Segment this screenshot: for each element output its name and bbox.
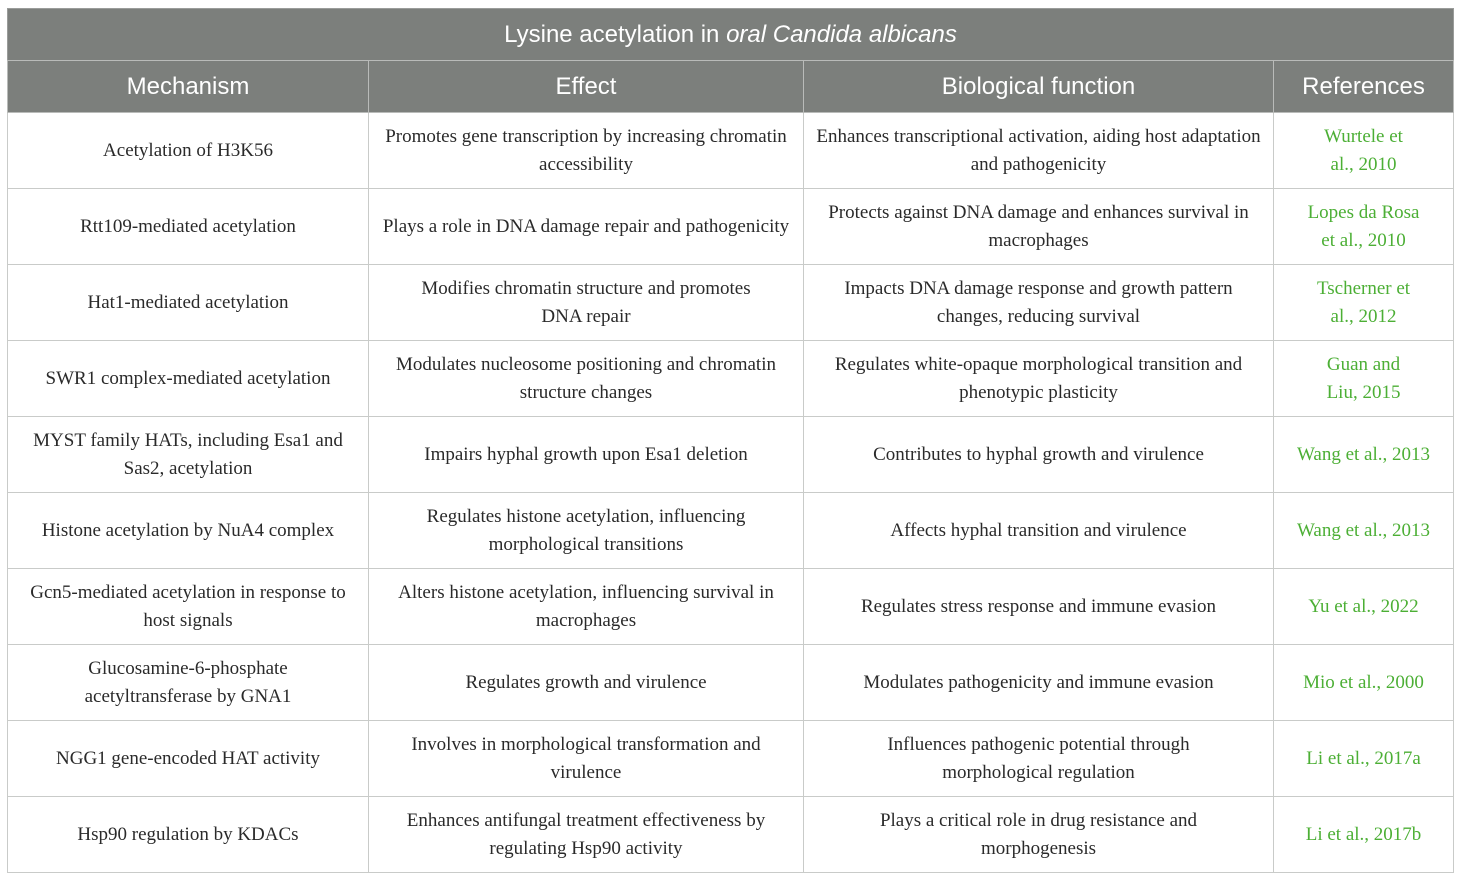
table-row — [8, 569, 1454, 645]
reference-cell — [1274, 797, 1454, 873]
reference-link[interactable]: Wurtele et al., 2010 — [1324, 125, 1403, 175]
effect-cell — [369, 189, 804, 265]
mechanism-cell — [8, 645, 369, 721]
function-text: Impacts DNA damage response and growth pattern changes, reducing survival — [844, 277, 1233, 327]
mechanism-cell — [8, 797, 369, 873]
mechanism-cell — [8, 341, 369, 417]
table-row — [8, 645, 1454, 721]
header-mechanism: Mechanism — [8, 61, 369, 113]
function-cell — [804, 189, 1274, 265]
mechanism-text: Hat1-mediated acetylation — [87, 291, 289, 313]
table-title — [8, 9, 1454, 61]
mechanism-cell — [8, 493, 369, 569]
effect-text: Regulates growth and virulence — [465, 671, 707, 693]
function-cell — [804, 569, 1274, 645]
function-text: Protects against DNA damage and enhances survival in macrophages — [828, 201, 1249, 251]
effect-text: Involves in morphological transformation and virulence — [411, 733, 761, 783]
reference-cell — [1274, 493, 1454, 569]
reference-link[interactable]: Li et al., 2017a — [1306, 747, 1421, 769]
reference-link[interactable]: Wang et al., 2013 — [1297, 519, 1431, 541]
function-text: Regulates stress response and immune evasion — [860, 595, 1217, 617]
effect-cell — [369, 265, 804, 341]
mechanism-cell — [8, 721, 369, 797]
header-biological-function: Biological function — [804, 61, 1274, 113]
effect-cell — [369, 417, 804, 493]
function-cell — [804, 721, 1274, 797]
mechanism-text: Glucosamine-6-phosphate acetyltransferase by GNA1 — [84, 657, 292, 707]
table-row — [8, 189, 1454, 265]
table-title-italic: oral Candida albicans — [726, 20, 957, 48]
mechanism-text: Gcn5-mediated acetylation in response to host signals — [30, 581, 346, 631]
mechanism-text: Acetylation of H3K56 — [103, 139, 273, 161]
mechanism-cell — [8, 189, 369, 265]
table-row — [8, 493, 1454, 569]
function-text: Influences pathogenic potential through morphological regulation — [887, 733, 1190, 783]
mechanism-text: Hsp90 regulation by KDACs — [77, 823, 299, 845]
effect-cell — [369, 569, 804, 645]
effect-text: Promotes gene transcription by increasing chromatin accessibility — [385, 125, 787, 175]
function-text: Affects hyphal transition and virulence — [890, 519, 1187, 541]
function-text: Modulates pathogenicity and immune evasion — [863, 671, 1214, 693]
reference-link[interactable]: Mio et al., 2000 — [1303, 671, 1424, 693]
mechanism-text: MYST family HATs, including Esa1 and Sas2, acetylation — [33, 429, 343, 479]
mechanism-text: NGG1 gene-encoded HAT activity — [56, 747, 320, 769]
effect-cell — [369, 113, 804, 189]
effect-cell — [369, 721, 804, 797]
reference-cell — [1274, 645, 1454, 721]
reference-cell — [1274, 113, 1454, 189]
header-references: References — [1274, 61, 1454, 113]
effect-text: Enhances antifungal treatment effectiveness by regulating Hsp90 activity — [406, 809, 766, 859]
mechanism-text: Rtt109-mediated acetylation — [80, 215, 296, 237]
mechanism-cell — [8, 569, 369, 645]
function-text: Contributes to hyphal growth and virulence — [873, 443, 1204, 465]
effect-text: Alters histone acetylation, influencing survival in macrophages — [398, 581, 774, 631]
effect-cell — [369, 493, 804, 569]
effect-cell — [369, 341, 804, 417]
reference-cell — [1274, 417, 1454, 493]
acetylation-table-container — [7, 8, 1453, 871]
mechanism-cell — [8, 417, 369, 493]
mechanism-text: SWR1 complex-mediated acetylation — [45, 367, 331, 389]
reference-cell — [1274, 265, 1454, 341]
effect-text: Regulates histone acetylation, influencing morphological transitions — [426, 505, 746, 555]
function-cell — [804, 797, 1274, 873]
table-row — [8, 265, 1454, 341]
function-text: Enhances transcriptional activation, aiding host adaptation and pathogenicity — [816, 125, 1261, 175]
function-cell — [804, 265, 1274, 341]
reference-cell — [1274, 721, 1454, 797]
reference-link[interactable]: Wang et al., 2013 — [1297, 443, 1431, 465]
table-row — [8, 797, 1454, 873]
table-body — [8, 113, 1454, 873]
reference-link[interactable]: Lopes da Rosa et al., 2010 — [1307, 201, 1420, 251]
header-effect: Effect — [369, 61, 804, 113]
function-cell — [804, 645, 1274, 721]
effect-text: Modifies chromatin structure and promotes DNA repair — [421, 277, 751, 327]
reference-link[interactable]: Li et al., 2017b — [1305, 823, 1422, 845]
reference-link[interactable]: Guan and Liu, 2015 — [1326, 353, 1401, 403]
mechanism-cell — [8, 113, 369, 189]
effect-cell — [369, 645, 804, 721]
effect-text: Plays a role in DNA damage repair and pathogenicity — [382, 215, 790, 237]
table-row — [8, 721, 1454, 797]
mechanism-text: Histone acetylation by NuA4 complex — [41, 519, 335, 541]
reference-cell — [1274, 341, 1454, 417]
reference-cell — [1274, 189, 1454, 265]
function-text: Regulates white-opaque morphological transition and phenotypic plasticity — [834, 353, 1243, 403]
table-row — [8, 417, 1454, 493]
function-cell — [804, 113, 1274, 189]
effect-text: Modulates nucleosome positioning and chromatin structure changes — [396, 353, 776, 403]
table-row — [8, 341, 1454, 417]
mechanism-cell — [8, 265, 369, 341]
reference-link[interactable]: Yu et al., 2022 — [1308, 595, 1419, 617]
function-cell — [804, 417, 1274, 493]
function-cell — [804, 493, 1274, 569]
acetylation-table — [7, 8, 1454, 873]
reference-link[interactable]: Tscherner et al., 2012 — [1316, 277, 1411, 327]
effect-cell — [369, 797, 804, 873]
column-header-row — [8, 61, 1454, 113]
table-title-row — [8, 9, 1454, 61]
effect-text: Impairs hyphal growth upon Esa1 deletion — [424, 443, 748, 465]
table-title-prefix: Lysine acetylation in — [504, 20, 727, 48]
function-text: Plays a critical role in drug resistance and morphogenesis — [879, 809, 1198, 859]
table-row — [8, 113, 1454, 189]
function-cell — [804, 341, 1274, 417]
reference-cell — [1274, 569, 1454, 645]
